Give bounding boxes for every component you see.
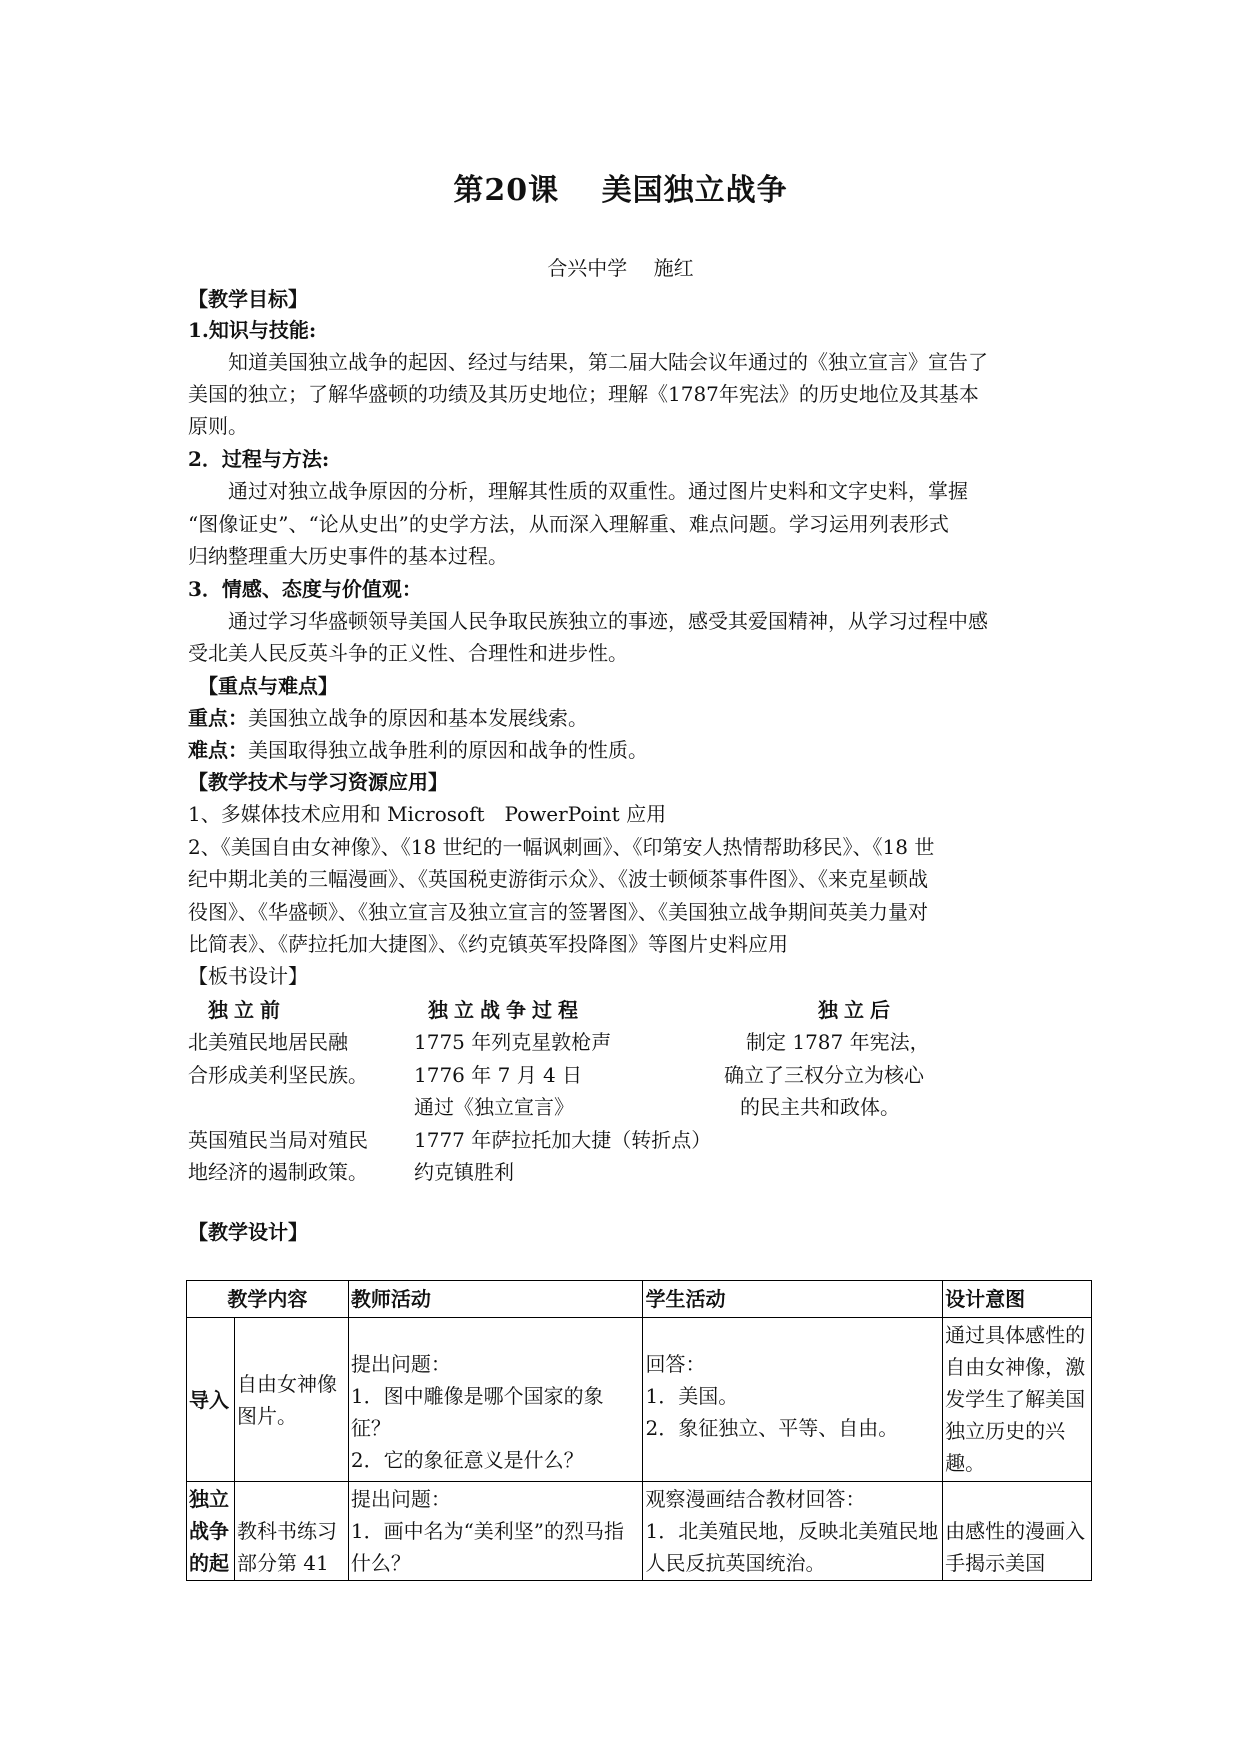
table-header-row (187, 1281, 1092, 1318)
student-line: 回答： (645, 1352, 706, 1376)
board-heading: 【板书设计】 (188, 964, 308, 988)
page-title: 第20课 美国独立战争 (453, 173, 788, 208)
board-col2-line: 通过《独立宣言》 (414, 1095, 574, 1119)
board-col2-line: 1775 年列克星敦枪声 (414, 1030, 612, 1054)
board-col3-line: 的民主共和政体。 (740, 1095, 900, 1119)
resources-line: 比简表》、《萨拉托加大捷图》、《约克镇英军投降图》等图片史料应用 (188, 932, 788, 956)
teacher-line: 提出问题： (350, 1352, 451, 1376)
board-col3-line: 确立了三权分立为核心 (724, 1063, 924, 1087)
teacher-line: 1．图中雕像是哪个国家的象征？ (350, 1384, 604, 1440)
student-cell (643, 1318, 943, 1482)
resources-line: 1、多媒体技术应用和 Microsoft PowerPoint 应用 (188, 802, 667, 826)
key-point-label: 重点： (188, 706, 248, 730)
content-cell: 自由女神像图片。 (234, 1318, 348, 1482)
key-point (188, 702, 588, 734)
key-points-heading: 【重点与难点】 (198, 674, 338, 698)
objective-1-line: 原则。 (188, 414, 248, 438)
key-point-text: 美国独立战争的原因和基本发展线索。 (248, 706, 588, 730)
board-col1-line: 英国殖民当局对殖民 (188, 1128, 368, 1152)
difficult-point-label: 难点： (188, 738, 248, 762)
board-col1-line: 地经济的遏制政策。 (188, 1160, 368, 1184)
teacher-cell (348, 1482, 643, 1581)
intent-cell: 由感性的漫画入手揭示美国 (943, 1482, 1092, 1581)
objective-2-line: 归纳整理重大历史事件的基本过程。 (188, 544, 508, 568)
objective-1-heading: 1.知识与技能: (188, 318, 317, 342)
board-col1-line: 合形成美利坚民族。 (188, 1063, 368, 1087)
board-col1-line: 北美殖民地居民融 (188, 1030, 348, 1054)
objective-3-line: 通过学习华盛顿领导美国人民争取民族独立的事迹，感受其爱国精神，从学习过程中感 (228, 609, 988, 633)
difficult-point (188, 734, 648, 766)
design-table (186, 1280, 1092, 1581)
resources-line: 2、《美国自由女神像》、《18 世纪的一幅讽刺画》、《印第安人热情帮助移民》、《18 世 (188, 835, 935, 859)
resources-line: 纪中期北美的三幅漫画》、《英国税吏游街示众》、《波士顿倾茶事件图》、《来克星顿战 (188, 867, 928, 891)
intent-cell: 通过具体感性的自由女神像，激发学生了解美国独立历史的兴趣。 (943, 1318, 1092, 1482)
table-row (187, 1482, 1092, 1581)
board-col2-line: 1776 年 7 月 4 日 (414, 1063, 583, 1087)
resources-line: 役图》、《华盛顿》、《独立宣言及独立宣言的签署图》、《美国独立战争期间英美力量对 (188, 900, 928, 924)
objective-1-line: 知道美国独立战争的起因、经过与结果，第二届大陆会议年通过的《独立宣言》宣告了 (228, 350, 988, 374)
stage-cell: 独立战争的起 (187, 1482, 235, 1581)
objective-1-line: 美国的独立；了解华盛顿的功绩及其历史地位；理解《1787年宪法》的历史地位及其基本 (188, 382, 979, 406)
board-col3-head: 独立后 (818, 998, 896, 1022)
difficult-point-text: 美国取得独立战争胜利的原因和战争的性质。 (248, 738, 648, 762)
board-col3-line: 制定 1787 年宪法， (746, 1030, 930, 1054)
teacher-line: 提出问题： (350, 1487, 451, 1511)
board-col2-line: 1777 年萨拉托加大捷（转折点） (414, 1128, 712, 1152)
objective-2-line: 通过对独立战争原因的分析，理解其性质的双重性。通过图片史料和文字史料，掌握 (228, 479, 968, 503)
objective-3-line: 受北美人民反英斗争的正义性、合理性和进步性。 (188, 641, 628, 665)
board-col2-head: 独立战争过程 (428, 998, 584, 1022)
header-intent: 设计意图 (943, 1281, 1092, 1318)
teacher-line: 1．画中名为“美利坚”的烈马指什么？ (350, 1519, 625, 1575)
student-line: 1．北美殖民地，反映北美殖民地人民反抗英国统治。 (645, 1519, 939, 1575)
stage-cell: 导入 (187, 1318, 235, 1482)
student-line: 2．象征独立、平等、自由。 (645, 1416, 899, 1440)
author-line: 合兴中学 施红 (547, 256, 694, 280)
table-row (187, 1318, 1092, 1482)
teacher-cell (348, 1318, 643, 1482)
content-cell: 教科书练习部分第 41 (234, 1482, 348, 1581)
resources-heading: 【教学技术与学习资源应用】 (188, 770, 448, 794)
header-student: 学生活动 (643, 1281, 943, 1318)
header-teacher: 教师活动 (348, 1281, 643, 1318)
objectives-heading: 【教学目标】 (188, 287, 308, 311)
student-cell (643, 1482, 943, 1581)
design-heading: 【教学设计】 (188, 1220, 308, 1244)
board-col1-head: 独立前 (208, 998, 286, 1022)
board-col2-line: 约克镇胜利 (414, 1160, 514, 1184)
objective-2-heading: 2．过程与方法: (188, 447, 330, 471)
student-line: 观察漫画结合教材回答： (645, 1487, 866, 1511)
objective-2-line: “图像证史”、“论从史出”的史学方法，从而深入理解重、难点问题。学习运用列表形式 (188, 512, 949, 536)
header-content: 教学内容 (187, 1281, 349, 1318)
teacher-line: 2．它的象征意义是什么？ (350, 1448, 584, 1472)
student-line: 1．美国。 (645, 1384, 739, 1408)
objective-3-heading: 3．情感、态度与价值观： (188, 577, 422, 601)
